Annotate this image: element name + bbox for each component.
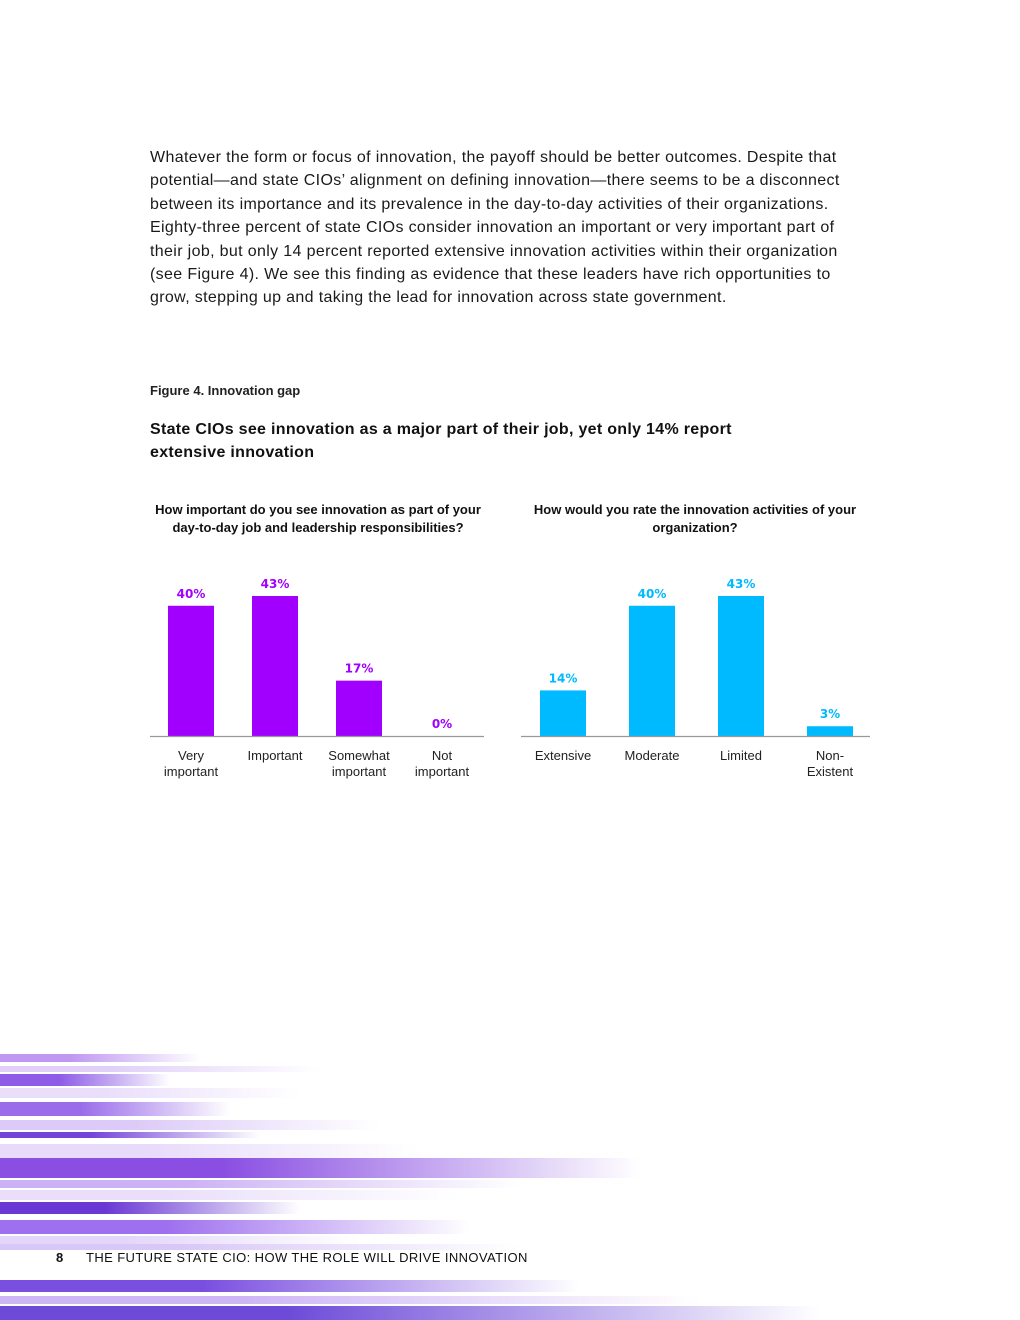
decorative-stripe bbox=[0, 1220, 470, 1234]
chart-2-category-label-3: Limited bbox=[720, 748, 762, 763]
chart-2-question: How would you rate the innovation activities of your organization? bbox=[533, 502, 857, 535]
chart-2-value-label-3: 43% bbox=[726, 577, 756, 591]
chart-2-category-label-4: Existent bbox=[806, 764, 854, 779]
body-paragraph: Whatever the form or focus of innovation, the payoff should be better outcomes. Despite that potential—and state CIOs’ alignment on defining innovation—there seems to be a disconnect between its importance and its prevalence in the day-to-day activities of their organizations. Eighty-three percent of state CIOs consider innovation an important or very important part of their job, but only 14 percent reported extensive innovation activities within their organization (see Figure 4). We see this finding as evidence that these leaders have rich opportunities to grow, stepping up and taking the lead for innovation across state government. bbox=[150, 149, 840, 307]
decorative-stripe bbox=[0, 1236, 360, 1244]
chart-1-category-label-1: important bbox=[163, 764, 219, 779]
decorative-stripes bbox=[0, 1050, 1020, 1320]
chart-1-bar-2 bbox=[252, 596, 298, 736]
decorative-stripe bbox=[0, 1102, 230, 1116]
chart-2-bar-4 bbox=[807, 726, 853, 736]
chart-1-value-label-3: 17% bbox=[344, 661, 374, 676]
decorative-stripe bbox=[0, 1190, 460, 1200]
chart-1-category-label-4: Not bbox=[431, 748, 453, 763]
chart-2-bar-3 bbox=[718, 596, 764, 736]
chart-2-bar-1 bbox=[540, 690, 586, 736]
chart-1-category-label-4: important bbox=[414, 764, 470, 779]
figure-title: State CIOs see innovation as a major part of their job, yet only 14% report extensive innovation bbox=[150, 421, 732, 461]
chart-1-value-label-4: 0% bbox=[431, 717, 453, 731]
chart-1-category-label-2: Important bbox=[247, 748, 303, 763]
chart-2-category-label-2: Moderate bbox=[624, 748, 680, 763]
chart-1-category-label-3: Somewhat bbox=[328, 748, 390, 763]
chart-1-question: How important do you see innovation as part of your day-to-day job and leadership responsibilities? bbox=[155, 502, 481, 535]
decorative-stripe bbox=[0, 1120, 380, 1130]
decorative-stripe bbox=[0, 1296, 700, 1304]
chart-1-category-label-1: Very bbox=[177, 748, 205, 763]
decorative-stripe bbox=[0, 1132, 260, 1138]
decorative-stripe bbox=[0, 1066, 320, 1072]
chart-1-bar-1 bbox=[168, 606, 214, 736]
figure-label: Figure 4. Innovation gap bbox=[150, 383, 301, 398]
chart-2-bar-2 bbox=[629, 606, 675, 736]
decorative-stripe bbox=[0, 1180, 520, 1188]
chart-2-category-label-1: Extensive bbox=[534, 748, 592, 763]
chart-1-value-label-2: 43% bbox=[260, 577, 290, 591]
decorative-stripe bbox=[0, 1280, 580, 1292]
chart-2-value-label-2: 40% bbox=[637, 586, 667, 601]
decorative-stripe bbox=[0, 1202, 300, 1214]
decorative-stripe bbox=[0, 1158, 640, 1178]
decorative-stripe bbox=[0, 1054, 200, 1062]
chart-2-category-label-4: Non- bbox=[815, 748, 845, 763]
chart-1-category-label-3: important bbox=[331, 764, 387, 779]
chart-1-bar-3 bbox=[336, 681, 382, 736]
chart-2-value-label-4: 3% bbox=[819, 707, 841, 722]
decorative-stripe bbox=[0, 1306, 820, 1320]
decorative-stripe bbox=[0, 1074, 170, 1086]
decorative-stripe bbox=[0, 1088, 300, 1098]
page-number: 8 bbox=[56, 1250, 64, 1265]
chart-2-value-label-1: 14% bbox=[548, 671, 578, 686]
decorative-stripe bbox=[0, 1144, 420, 1158]
footer-title: THE FUTURE STATE CIO: HOW THE ROLE WILL DRIVE INNOVATION bbox=[86, 1250, 528, 1265]
chart-1-value-label-1: 40% bbox=[176, 586, 206, 601]
